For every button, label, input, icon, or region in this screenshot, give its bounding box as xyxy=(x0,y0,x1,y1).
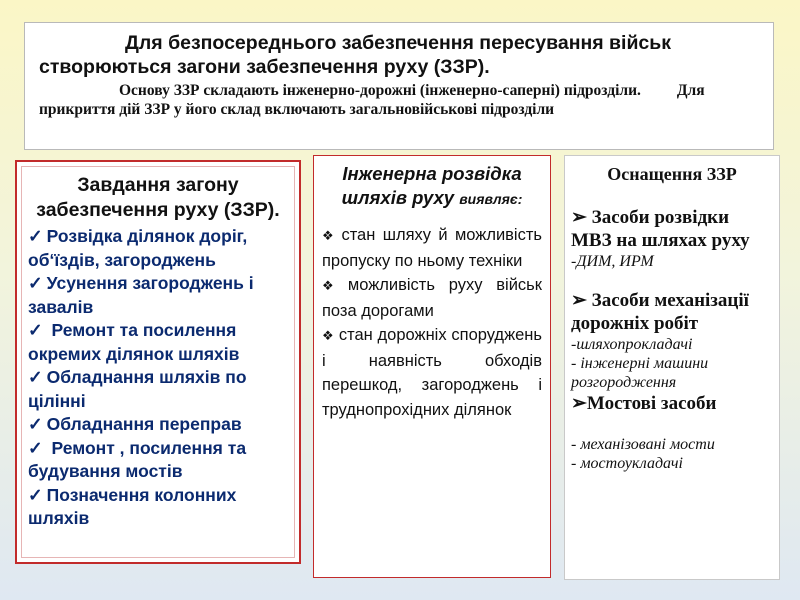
recon-item xyxy=(322,323,542,422)
diamond-bullet-icon: ❖ xyxy=(322,328,334,343)
check-icon: ✓ xyxy=(28,437,43,458)
equip-sub-item: -ДИМ, ИРМ xyxy=(571,253,654,270)
recon-title-suffix: виявляє: xyxy=(459,191,523,207)
arrow-bullet-icon: ➢ xyxy=(571,207,592,228)
task-item xyxy=(28,272,288,319)
check-icon: ✓ xyxy=(28,484,43,505)
recon-item xyxy=(322,273,542,323)
task-item xyxy=(28,319,288,366)
task-item xyxy=(28,413,288,437)
recon-item-text: стан дорожніх споруджень і наявність обходів перешкод, загороджень і труднопрохідних ділянок xyxy=(322,326,542,419)
task-item xyxy=(28,225,288,272)
check-icon: ✓ xyxy=(28,226,43,246)
task-item-text: Розвідка ділянок доріг, об‘їздів, загороджень xyxy=(28,226,248,270)
equip-section-head xyxy=(571,289,773,335)
tasks-inner xyxy=(21,166,295,558)
header-line-2 xyxy=(39,81,759,119)
recon-item-text: можливість руху військ поза дорогами xyxy=(322,276,542,320)
tasks-list xyxy=(28,225,288,531)
equip-section-head-text: Засоби розвідки МВЗ на шляхах руху xyxy=(571,207,750,251)
equip-box xyxy=(564,155,780,580)
recon-box xyxy=(313,155,551,578)
check-icon: ✓ xyxy=(28,273,43,293)
recon-title-main: Інженерна розвідка шляхів руху xyxy=(341,163,522,208)
recon-title xyxy=(322,162,542,211)
task-item-text: Ремонт та посилення окремих ділянок шляхів xyxy=(28,320,240,364)
task-item xyxy=(28,437,288,484)
arrow-bullet-icon: ➢ xyxy=(571,393,587,414)
task-item-text: Ремонт , посилення та будування мостів xyxy=(28,437,247,481)
equip-sub-item: - мостоукладачі xyxy=(571,455,683,472)
recon-item-text: стан шляху й можливість пропуску по ньому техніки xyxy=(322,226,543,270)
task-item xyxy=(28,366,288,413)
equip-section-head-text: Засоби механізації дорожніх робіт xyxy=(571,290,749,334)
header-line-2b: Для прикриття дій ЗЗР у його склад включають загальновійськові підрозділи xyxy=(39,82,705,118)
header-box xyxy=(24,22,774,150)
diamond-bullet-icon: ❖ xyxy=(322,278,343,293)
equip-sub-item: - інженерні машини розгородження xyxy=(571,355,709,391)
check-icon: ✓ xyxy=(28,367,43,387)
diamond-bullet-icon: ❖ xyxy=(322,228,337,243)
tasks-title: Завдання загону забезпечення руху (ЗЗР). xyxy=(36,174,280,221)
tasks-box xyxy=(15,160,301,564)
task-item-text: Обладнання переправ xyxy=(46,414,242,434)
equip-section-head xyxy=(571,206,773,252)
task-item-text: Позначення колонних шляхів xyxy=(28,484,237,528)
task-item xyxy=(28,484,288,531)
header-line-1: Для безпосереднього забезпечення пересування військ створюються загони забезпечення руху (ЗЗР). xyxy=(39,32,672,78)
check-icon: ✓ xyxy=(28,414,43,434)
equip-section-head xyxy=(571,392,773,415)
equip-sub-item: -шляхопрокладачі xyxy=(571,336,693,353)
recon-item xyxy=(322,223,542,273)
task-item-text: Усунення загороджень і завалів xyxy=(28,273,254,317)
equip-sub-item: - механізовані мости xyxy=(571,436,715,453)
header-line-2a: Основу ЗЗР складають інженерно-дорожні (інженерно-саперні) підрозділи. xyxy=(119,82,641,99)
task-item-text: Обладнання шляхів по цілінні xyxy=(28,367,247,411)
arrow-bullet-icon: ➢ xyxy=(571,290,592,311)
equip-section-head-text: Мостові засоби xyxy=(586,393,717,414)
check-icon: ✓ xyxy=(28,320,43,340)
equip-title: Оснащення ЗЗР xyxy=(607,164,737,184)
